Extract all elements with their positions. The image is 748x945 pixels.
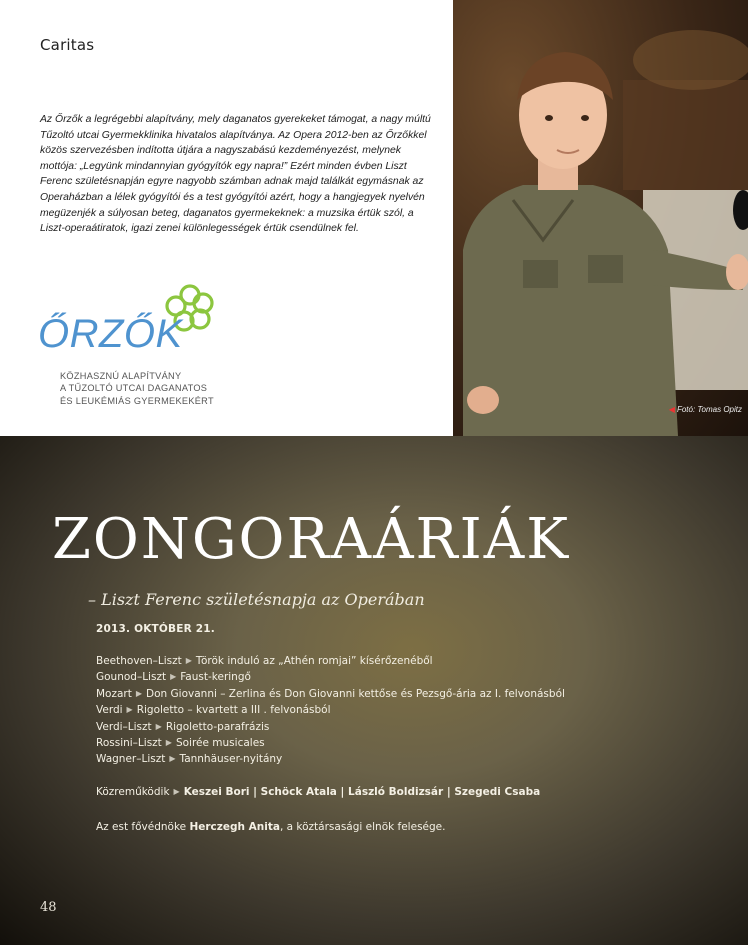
program-composer: Rossini–Liszt (96, 736, 162, 749)
program-item (96, 653, 565, 669)
patron-text-after: , a köztársasági elnök felesége. (279, 821, 446, 833)
concert-subtitle: – Liszt Ferenc születésnapja az Operában (88, 590, 425, 609)
logo-wordmark: ŐRZŐK (38, 312, 183, 356)
program-work: Tannhäuser-nyitány (179, 753, 283, 766)
intro-paragraph: Az Őrzők a legrégebbi alapítvány, mely daganatos gyerekeket támogat, a nagy múltú Tűzoltó utcai Gyermekklinika hivatalos alapítványa. Az Opera 2012-ben az Őrzőkkel közös szervezésben indította útjára a nagyszabású kezdeményezést, melynek mottója: „Legyünk mindannyian gyógyítók egy napra!” Ezért minden évben Liszt Ferenc születésnapján egyre nagyobb számban adnak majd találkát egymásnak az Operaházban a lélek gyógyítói és a test gyógyítói azért, hogy a hangjegyek nyelvén megüzenjék a súlyosan beteg, daganatos gyermekeknek: a muzsika értük szól, a Liszt-operaátiratok, igazi zenei különlegességek értük csendülnek fel. (40, 114, 431, 235)
play-arrow-icon: ▶ (185, 656, 192, 665)
section-label: Caritas (40, 36, 95, 54)
logo-tagline-line: A TŰZOLTÓ UTCAI DAGANATOS (60, 383, 208, 394)
play-arrow-icon: ▶ (165, 737, 172, 747)
play-arrow-icon: ▶ (135, 688, 143, 698)
photo-credit (669, 405, 742, 414)
program-item (96, 735, 565, 751)
concert-title: ZONGORAÁRIÁK (52, 507, 571, 572)
performers-label: Közreműködik (96, 786, 170, 798)
program-composer: Mozart (96, 687, 132, 700)
program-work: Soirée musicales (175, 736, 265, 749)
logo-tagline-line: ÉS LEUKÉMIÁS GYERMEKEKÉRT (60, 395, 214, 406)
logo-tagline (60, 370, 214, 407)
play-arrow-icon: ▶ (173, 787, 180, 796)
concert-date: 2013. OKTÓBER 21. (96, 623, 215, 635)
program-composer: Verdi–Liszt (96, 720, 152, 733)
logo-tagline-line: KÖZHASZNÚ ALAPÍTVÁNY (60, 371, 182, 381)
program-work: Rigoletto-parafrázis (165, 720, 270, 733)
performers-names: Keszei Bori | Schöck Atala | László Boldizsár | Szegedi Csaba (183, 786, 541, 798)
program-composer: Beethoven–Liszt (96, 655, 182, 667)
play-arrow-icon: ▶ (155, 721, 162, 731)
performers-line (96, 786, 540, 798)
child-photo-illustration (453, 0, 748, 436)
child-photo (453, 0, 748, 436)
program-composer: Wagner–Liszt (96, 753, 166, 766)
program-composer: Gounod–Liszt (96, 671, 167, 684)
program-item (96, 669, 565, 685)
play-arrow-icon: ▶ (126, 705, 133, 715)
patron-text-before: Az est fővédnöke (96, 821, 190, 833)
photo-credit-text: Fotó: Tomas Opitz (676, 405, 742, 414)
program-work: Rigoletto – kvartett a III . felvonásból (136, 704, 331, 717)
program-list (96, 653, 565, 768)
program-item (96, 751, 565, 767)
program-work: Török induló az „Athén romjai” kísérőzenéből (195, 655, 433, 667)
top-section (0, 0, 748, 436)
program-work: Faust-keringő (180, 671, 251, 684)
orzok-logo (38, 282, 258, 417)
program-item (96, 702, 565, 718)
program-work: Don Giovanni – Zerlina és Don Giovanni kettőse és Pezsgő-ária az I. felvonásból (146, 687, 565, 700)
program-item (96, 719, 565, 735)
program-composer: Verdi (96, 704, 123, 717)
program-item (96, 686, 565, 702)
play-arrow-icon: ▶ (170, 672, 177, 682)
patron-line (96, 821, 445, 833)
triangle-icon: ◀ (668, 405, 675, 414)
play-arrow-icon: ▶ (169, 754, 176, 764)
page-number: 48 (40, 900, 57, 915)
patron-name: Herczegh Anita (189, 821, 280, 833)
